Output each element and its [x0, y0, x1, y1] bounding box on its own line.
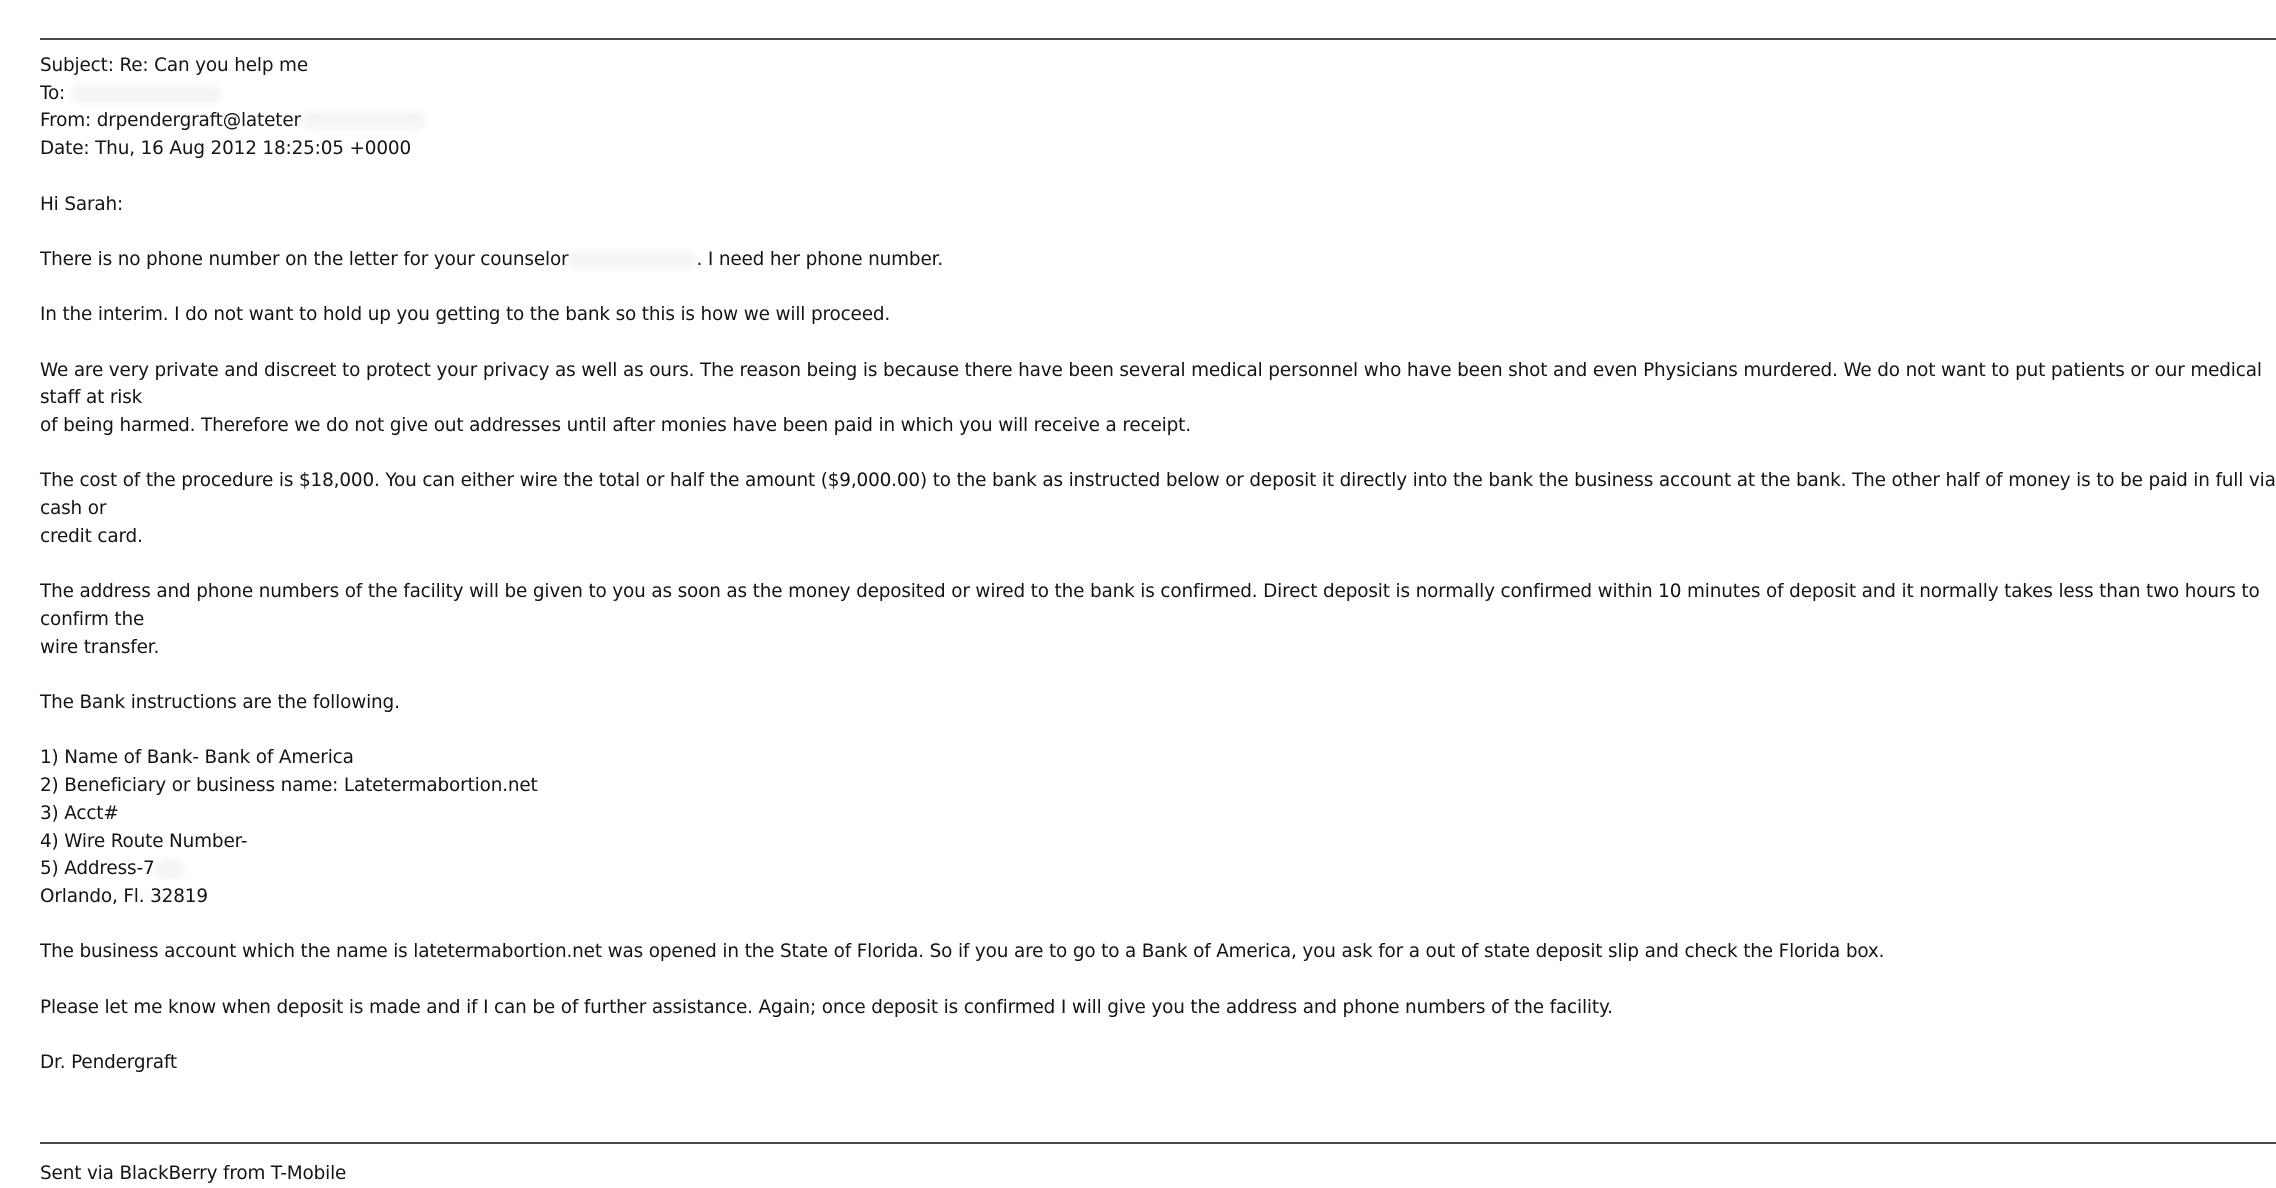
to-line — [40, 80, 2276, 108]
paragraph-counselor-start: There is no phone number on the letter for your counselor — [40, 248, 569, 270]
email-message — [40, 52, 2276, 1188]
list-item — [40, 855, 2276, 883]
paragraph-closing: Please let me know when deposit is made and if I can be of further assistance. Again; once deposit is confirmed I will give you the address and phone numbers of the facility. — [40, 996, 1613, 1018]
list-item: 1) Name of Bank- Bank of America — [40, 747, 354, 769]
greeting: Hi Sarah: — [40, 193, 124, 215]
address-city: Orlando, Fl. 32819 — [40, 885, 208, 907]
paragraph-florida: The business account which the name is latetermabortion.net was opened in the State of Florida. So if you are to go to a Bank of America, you ask for a out of state deposit slip and check the Florida box. — [40, 941, 1885, 963]
from-address: From: drpendergraft@lateter — [40, 110, 301, 132]
paragraph-counselor — [40, 246, 2276, 274]
address-label: 5) Address-7 — [40, 858, 155, 880]
paragraph-interim: In the interim. I do not want to hold up you getting to the bank so this is how we will proceed. — [40, 304, 891, 326]
subject-line: Subject: Re: Can you help me — [40, 55, 308, 76]
paragraph-cost — [40, 467, 2276, 550]
email-header — [40, 52, 2276, 163]
paragraph-cost-line2: credit card. — [40, 525, 143, 547]
to-label: To: — [40, 82, 66, 104]
paragraph-confirmation-line2: wire transfer. — [40, 636, 160, 658]
paragraph-confirmation-line1: The address and phone numbers of the facility will be given to you as soon as the money deposited or wired to the bank is confirmed. Direct deposit is normally confirmed within 10 minutes of deposit and it normally takes less than two hours to confirm the — [40, 581, 2260, 630]
from-line — [40, 107, 2276, 135]
redacted-sender-domain — [301, 112, 426, 130]
bank-instructions-list — [40, 744, 2276, 910]
mobile-footer: Sent via BlackBerry from T-Mobile — [40, 1162, 347, 1184]
paragraph-confirmation — [40, 578, 2276, 661]
list-item: 3) Acct# — [40, 802, 119, 824]
bottom-divider — [40, 1142, 2276, 1144]
list-item: 4) Wire Route Number- — [40, 830, 248, 852]
signature: Dr. Pendergraft — [40, 1052, 177, 1074]
redacted-recipient — [71, 85, 221, 103]
date-line: Date: Thu, 16 Aug 2012 18:25:05 +0000 — [40, 138, 411, 160]
bank-instructions-intro: The Bank instructions are the following. — [40, 692, 400, 714]
list-item: 2) Beneficiary or business name: Latetermabortion.net — [40, 775, 538, 797]
redacted-counselor-name — [568, 251, 696, 269]
paragraph-privacy-line1: We are very private and discreet to protect your privacy as well as ours. The reason being is because there have been several medical personnel who have been shot and even Physicians murdered. We do not want to put patients or our medical staff at risk — [40, 359, 2262, 409]
paragraph-counselor-end: . I need her phone number. — [696, 248, 944, 270]
paragraph-privacy-line2: of being harmed. Therefore we do not give out addresses until after monies have been paid in which you will receive a receipt. — [40, 415, 1191, 437]
redacted-street-address — [155, 860, 185, 878]
top-divider — [40, 38, 2276, 40]
paragraph-cost-line1: The cost of the procedure is $18,000. You can either wire the total or half the amount ($9,000.00) to the bank as instructed below or deposit it directly into the bank the business account at the bank. The other half of money is to be paid in full via cash or — [40, 470, 2276, 520]
paragraph-privacy — [40, 357, 2276, 440]
